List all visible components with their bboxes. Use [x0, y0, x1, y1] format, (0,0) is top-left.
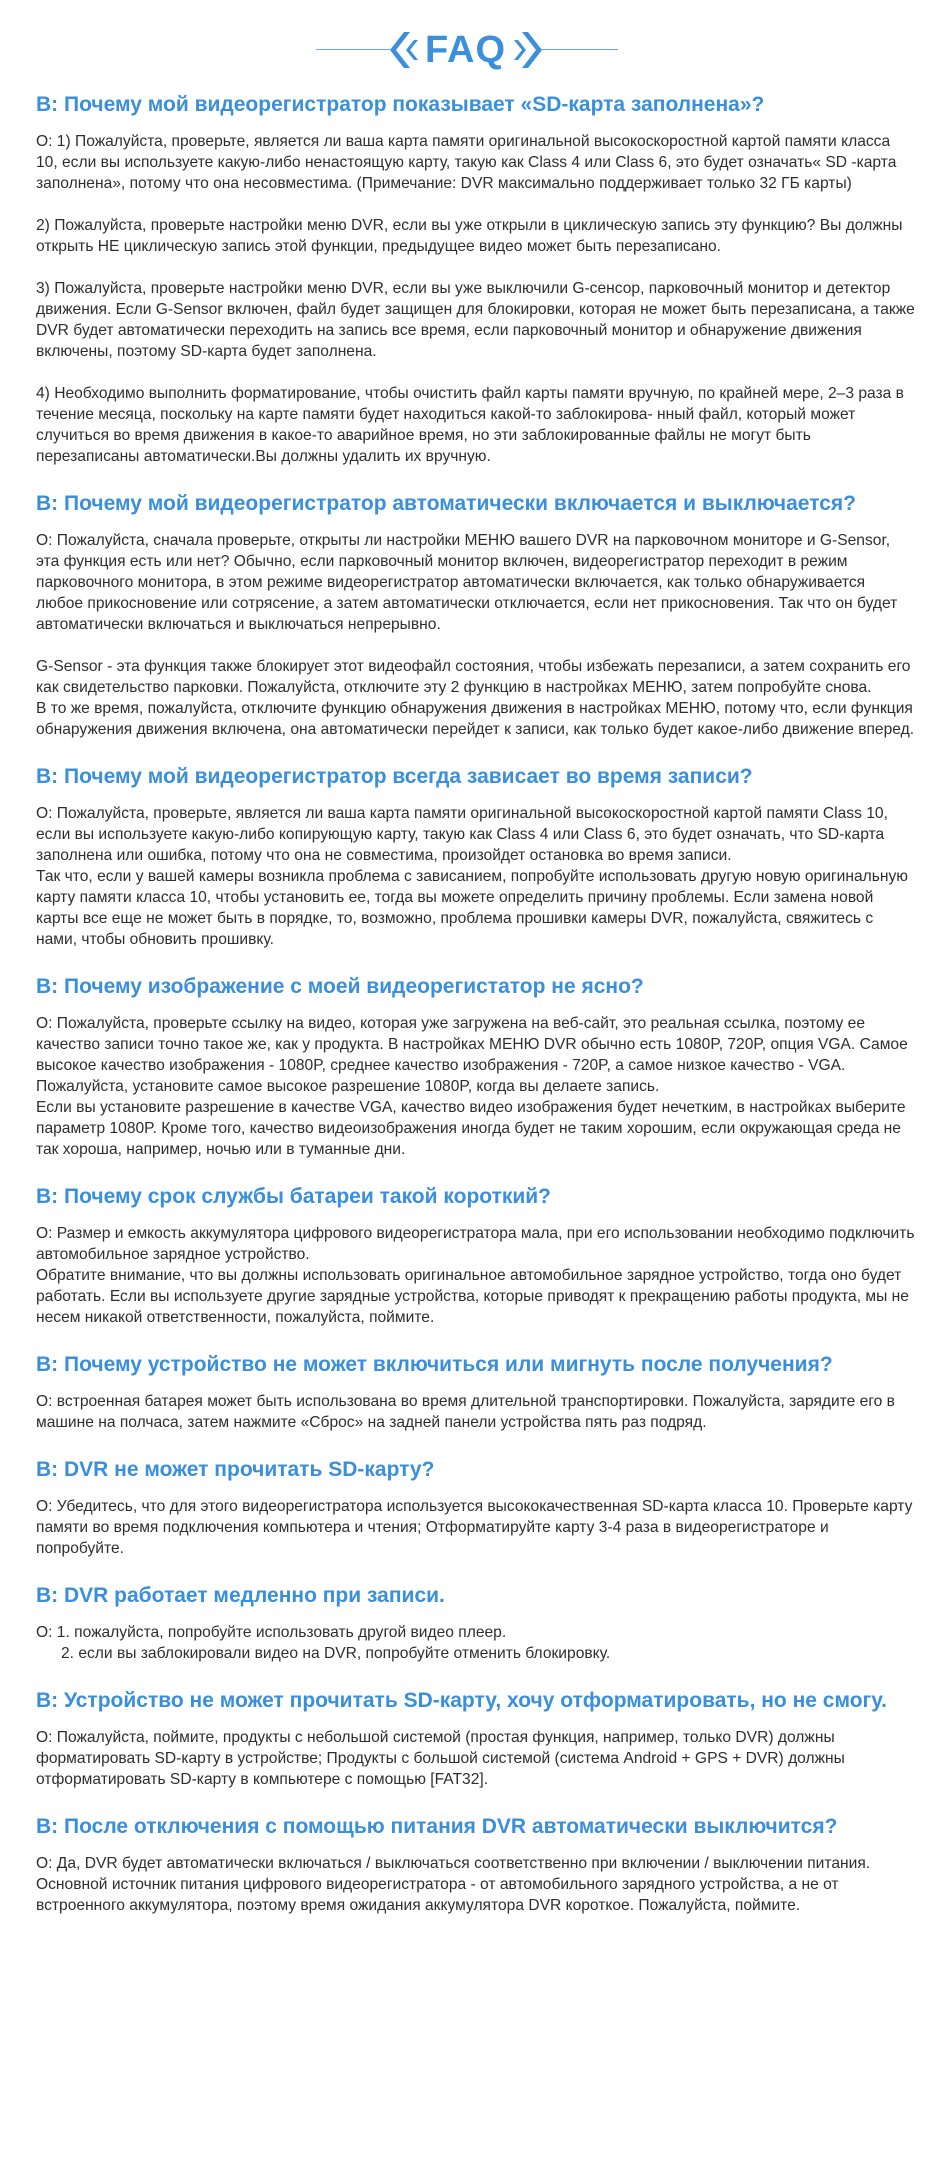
faq-question: В: DVR работает медленно при записи.: [36, 1584, 445, 1607]
faq-question: В: Почему мой видеорегистратор всегда зависает во время записи?: [36, 765, 753, 788]
faq-item: [36, 764, 916, 950]
faq-answer-paragraph: 2. если вы заблокировали видео на DVR, попробуйте отменить блокировку.: [61, 1645, 611, 1662]
faq-answer-paragraph: О: Пожалуйста, проверьте ссылку на видео, которая уже загружена на веб-сайт, это реальная ссылка, поэтому ее качество записи точно такое же, как у продукта. В настройках МЕНЮ DVR обычно есть 1080P, 720P, опция VGA. Самое высокое качество изображения - 1080P, среднее качество изображения - 720P, а самое низкое качество - VGA. Пожалуйста, установите самое высокое разрешение 1080P, когда вы делаете запись.: [36, 1015, 908, 1095]
faq-answer-paragraph: В то же время, пожалуйста, отключите функцию обнаружения движения в настройках МЕНЮ, потому что, если функция обнаружения движения включена, она автоматически перейдет к записи, как только будет какое-либо движение вперед.: [36, 700, 915, 738]
faq-question: В: Почему изображение с моей видеорегистатор не ясно?: [36, 975, 644, 998]
faq-answer-paragraph: О: Пожалуйста, проверьте, является ли ваша карта памяти оригинальной высокоскоростной картой памяти Class 10, если вы используете какую-либо копирующую карту, такую как Class 4 или Class 6, это будет означать, что SD-карта заполнена или ошибка, потому что она не совместима, произойдет остановка во время записи.: [36, 805, 888, 864]
faq-question: В: Почему мой видеорегистратор показывает «SD-карта заполнена»?: [36, 93, 765, 116]
faq-item: [36, 491, 916, 740]
faq-answer-paragraph: О: 1) Пожалуйста, проверьте, является ли ваша карта памяти оригинальной высокоскоростной картой памяти класса 10, если вы используете какую-либо ненастоящую карту, такую как Class 4 или Class 6, это будет означать« SD -карта заполнена», потому что она несовместима. (Примечание: DVR максимально поддерживает только 32 ГБ карты): [36, 133, 897, 192]
header-divider-left: [316, 49, 390, 50]
faq-question: В: После отключения с помощью питания DVR автоматически выключится?: [36, 1815, 838, 1838]
faq-item: [36, 974, 916, 1160]
faq-answer-paragraph: 3) Пожалуйста, проверьте настройки меню DVR, если вы уже выключили G-сенсор, парковочный монитор и детектор движения. Если G-Sensor включен, файл будет защищен для блокировки, которая не может быть перезаписана, а также DVR будет автоматически переходить на запись все время, если парковочный монитор и обнаружение движения включены, поэтому SD-карта будет заполнена.: [36, 280, 915, 360]
faq-answer-paragraph: Так что, если у вашей камеры возникла проблема с зависанием, попробуйте использовать другую новую оригинальную карту памяти класса 10, чтобы установить ее, тогда вы можете определить причину проблемы. Если замена новой карты все еще не может быть в порядке, то, возможно, проблема прошивки камеры DVR, пожалуйста, свяжитесь с нами, чтобы обновить прошивку.: [36, 868, 908, 948]
double-chevron-right-icon: [512, 28, 548, 72]
faq-answer-paragraph: Обратите внимание, что вы должны использовать оригинальное автомобильное зарядное устройство, тогда оно будет работать. Если вы используете другие зарядные устройства, которые приводят к прекращению работы продукта, мы не несем никакой ответственности, пожалуйста, поймите.: [36, 1267, 909, 1326]
header-divider-right: [542, 49, 618, 50]
faq-question: В: Устройство не может прочитать SD-карту, хочу отформатировать, но не смогу.: [36, 1689, 887, 1712]
faq-answer-paragraph: О: Да, DVR будет автоматически включаться / выключаться соответственно при включении / выключении питания. Основной источник питания цифрового видеорегистратора - от автомобильного зарядного устройства, а не от встроенного аккумулятора, поэтому время ожидания аккумулятора DVR короткое. Пожалуйста, поймите.: [36, 1855, 871, 1914]
faq-header: [0, 20, 930, 80]
faq-item: [36, 1814, 916, 1916]
faq-question: В: Почему мой видеорегистратор автоматически включается и выключается?: [36, 492, 856, 515]
faq-question: В: Почему срок службы батареи такой короткий?: [36, 1185, 552, 1208]
faq-question: В: DVR не может прочитать SD-карту?: [36, 1458, 435, 1481]
faq-answer-paragraph: 4) Необходимо выполнить форматирование, чтобы очистить файл карты памяти вручную, по крайней мере, 2–3 раза в течение месяца, поскольку на карте памяти будет находиться какой-то заблокирова- нный файл, который может случиться во время движения в какое-то аварийное время, но эти заблокированные файлы не могут быть перезаписаны автоматически.Вы должны удалить их вручную.: [36, 385, 904, 465]
faq-answer-paragraph: Если вы установите разрешение в качестве VGA, качество видео изображения будет нечетким, в настройках выберите параметр 1080P. Кроме того, качество видеоизображения иногда будет не таким хорошим, если окружающая среда не так хороша, например, ночью или в туманные дни.: [36, 1099, 906, 1158]
faq-answer-paragraph: G-Sensor - эта функция также блокирует этот видеофайл состояния, чтобы избежать перезаписи, а затем сохранить его как свидетельство парковки. Пожалуйста, отключите эту 2 функцию в настройках МЕНЮ, затем попробуйте снова.: [36, 658, 911, 696]
faq-answer-paragraph: О: 1. пожалуйста, попробуйте использовать другой видео плеер.: [36, 1624, 507, 1641]
faq-item: [36, 1688, 916, 1790]
faq-item: [36, 1184, 916, 1328]
faq-answer-paragraph: О: Пожалуйста, поймите, продукты с небольшой системой (простая функция, например, только DVR) должны форматировать SD-карту в устройстве; Продукты с большой системой (система Android + GPS + DVR) должны отформатировать SD-карту в компьютере с помощью [FAT32].: [36, 1729, 845, 1788]
faq-question: В: Почему устройство не может включиться или мигнуть после получения?: [36, 1353, 833, 1376]
faq-answer-paragraph: О: Пожалуйста, сначала проверьте, открыты ли настройки МЕНЮ вашего DVR на парковочном мониторе и G-Sensor, эта функция есть или нет? Обычно, если парковочный монитор включен, видеорегистратор переходит в режим парковочного монитора, в этом режиме видеорегистратор автоматически включается, как только обнаруживается любое прикосновение или сотрясение, а затем автоматически отключается, если нет прикосновения. Так что он будет автоматически включаться и выключаться непрерывно.: [36, 532, 898, 633]
faq-item: [36, 92, 916, 467]
faq-answer-paragraph: О: встроенная батарея может быть использована во время длительной транспортировки. Пожалуйста, зарядите его в машине на полчаса, затем нажмите «Сброс» на задней панели устройства пять раз подряд.: [36, 1393, 895, 1431]
faq-list: [36, 92, 916, 1916]
faq-item: [36, 1352, 916, 1433]
faq-title: FAQ: [424, 29, 507, 71]
faq-answer-paragraph: О: Убедитесь, что для этого видеорегистратора используется высококачественная SD-карта класса 10. Проверьте карту памяти во время подключения компьютера и чтения; Отформатируйте карту 3-4 раза в видеорегистраторе и попробуйте.: [36, 1498, 913, 1557]
faq-answer-paragraph: 2) Пожалуйста, проверьте настройки меню DVR, если вы уже открыли в циклическую запись эту функцию? Вы должны открыть НЕ циклическую запись этой функции, предыдущее видео может быть перезаписано.: [36, 217, 903, 255]
faq-answer-paragraph: О: Размер и емкость аккумулятора цифрового видеорегистратора мала, при его использовании необходимо подключить автомобильное зарядное устройство.: [36, 1225, 915, 1263]
faq-item: [36, 1583, 916, 1664]
faq-item: [36, 1457, 916, 1559]
